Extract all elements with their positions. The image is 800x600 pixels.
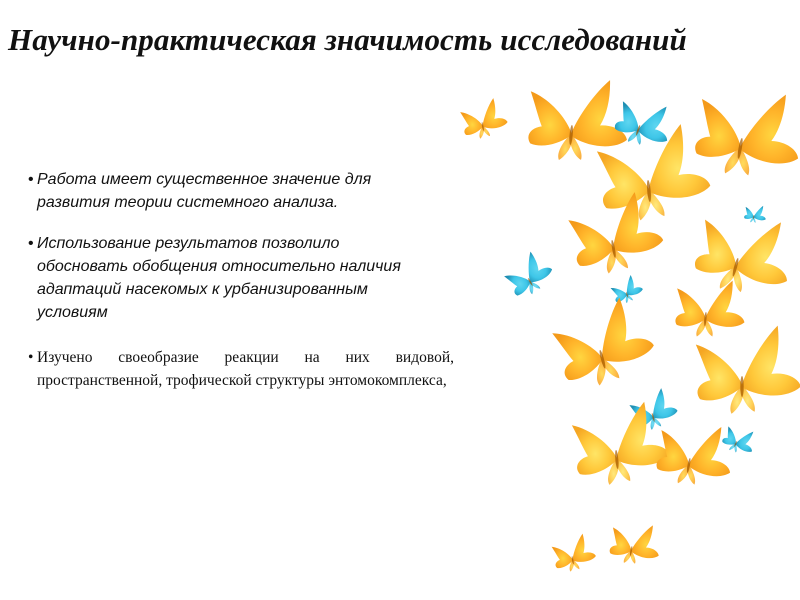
slide-title: Научно-практическая значимость исследований bbox=[8, 22, 687, 57]
butterfly-icon bbox=[719, 421, 759, 459]
butterfly-icon bbox=[525, 80, 632, 166]
butterfly-icon bbox=[609, 273, 646, 307]
butterfly-swarm bbox=[440, 80, 800, 600]
bullet-item bbox=[28, 168, 423, 214]
bullet-item bbox=[28, 346, 454, 392]
butterfly-icon bbox=[548, 292, 660, 394]
butterfly-icon bbox=[696, 326, 800, 414]
butterfly-icon bbox=[743, 203, 768, 225]
bullet-text: Работа имеет существенное значение для развития теории системного анализа. bbox=[37, 171, 372, 211]
bullet-marker: • bbox=[28, 235, 34, 252]
bullet-marker: • bbox=[28, 171, 34, 188]
butterfly-icon bbox=[550, 532, 597, 574]
bullet-text: Изучено своеобразие реакции на них видовой, пространственной, трофической структуры энтомокомплекса, bbox=[37, 349, 454, 389]
butterfly-icon bbox=[459, 96, 510, 141]
bullet-item bbox=[28, 232, 423, 324]
bullet-marker: • bbox=[28, 349, 34, 366]
butterfly-icon bbox=[500, 247, 558, 302]
butterfly-icon bbox=[607, 519, 664, 569]
butterfly-icon bbox=[689, 203, 800, 305]
butterfly-icon bbox=[690, 80, 800, 185]
bullet-text: Использование результатов позволило обосновать обобщения относительно наличия адаптаций насекомых к урбанизированным условиям bbox=[37, 235, 401, 321]
